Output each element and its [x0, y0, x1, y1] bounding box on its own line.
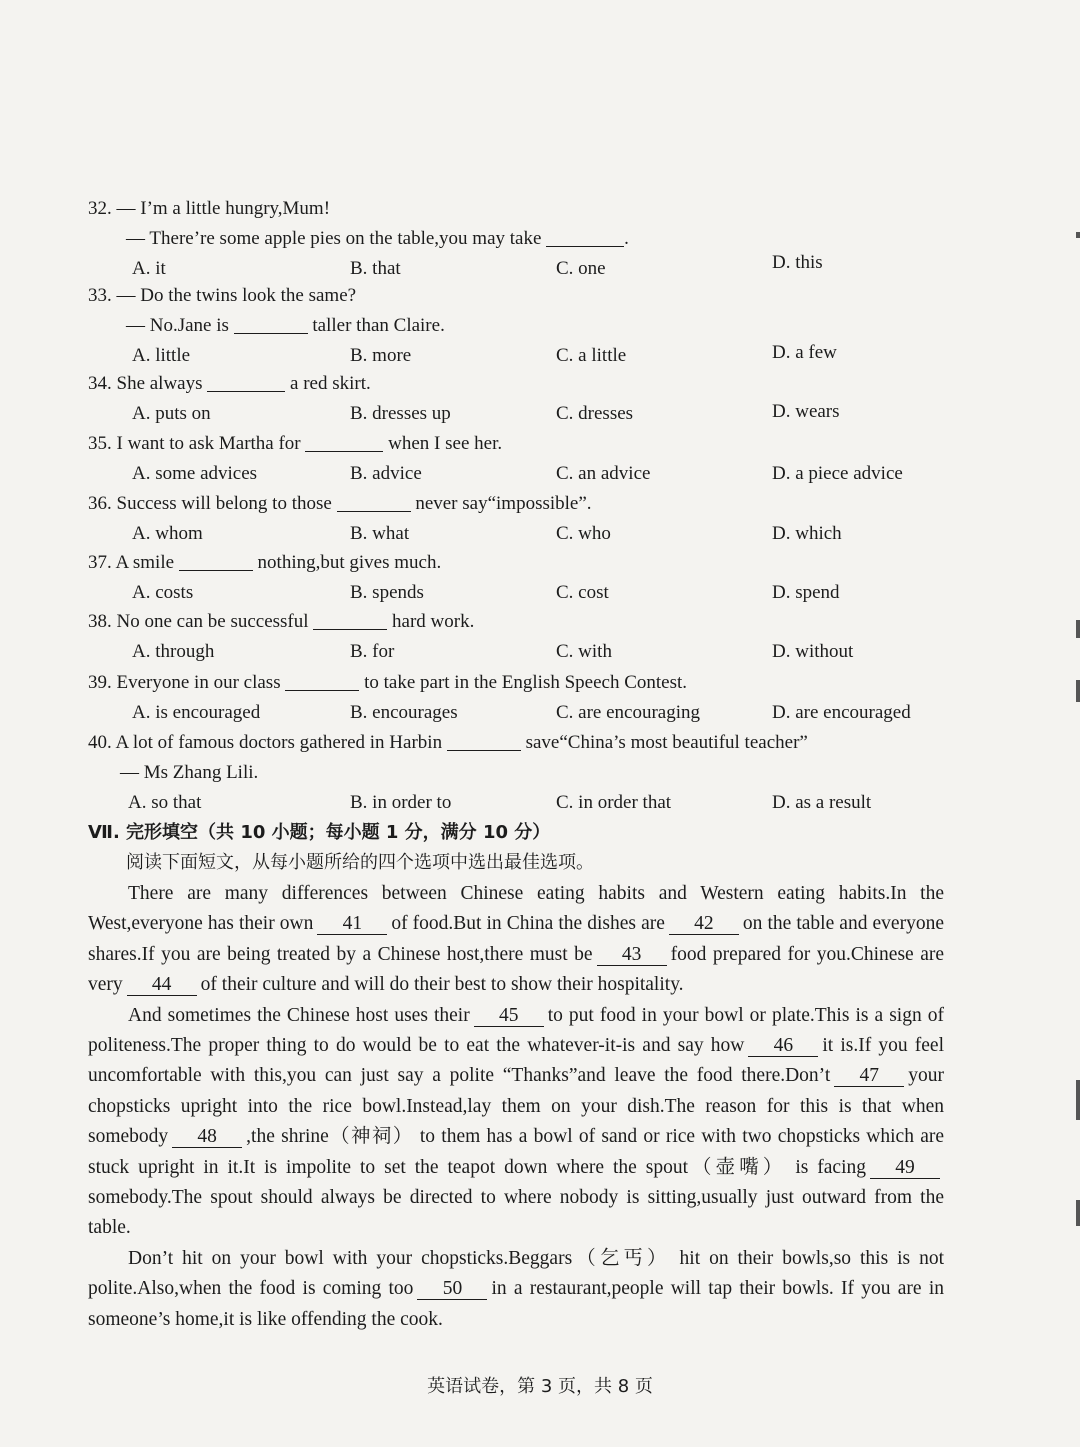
question-39: [88, 668, 958, 728]
option-c: C. are encouraging: [556, 702, 701, 723]
options-row: [88, 637, 958, 667]
cloze-blank-50: 50: [417, 1279, 487, 1300]
cloze-blank-47: 47: [834, 1066, 904, 1087]
option-d: D. are encouraged: [772, 702, 911, 723]
option-d: D. which: [772, 523, 842, 544]
options-row: [88, 788, 958, 818]
question-number: 32.: [88, 198, 112, 219]
option-b: B. advice: [350, 463, 422, 484]
options-row: [88, 254, 958, 284]
passage-text: to put food in your bowl or plate.This is a sign of politeness.The proper thing to do would be to eat the whatever-it-is and say how: [88, 1004, 944, 1057]
options-row: [88, 578, 958, 608]
option-c: C. in order that: [556, 792, 672, 813]
question-stem: Everyone in our class: [116, 672, 281, 693]
cloze-blank-49: 49: [870, 1158, 940, 1179]
cloze-blank-42: 42: [669, 914, 739, 935]
section-header: [88, 818, 958, 878]
question-stem: A smile: [115, 552, 175, 573]
option-b: B. in order to: [350, 792, 452, 813]
option-d: D. a piece advice: [772, 463, 903, 484]
passage-text: ,the shrine（神祠） to them has a bowl of sand or rice with two chopsticks which are stuck upright in it.It is impolite to set the teapot down where the spout（壶嘴） is facing: [88, 1126, 944, 1178]
passage-text: it is.If you feel uncomfortable with this,you can just say a polite “Thanks”and leave the food there.Don’t: [88, 1035, 944, 1087]
question-32: [88, 194, 958, 284]
question-35: [88, 429, 958, 489]
passage-text: in a restaurant,people will tap their bowls. If you are in someone’s home,it is like offending the cook.: [88, 1278, 944, 1330]
option-d: D. as a result: [772, 792, 872, 813]
cloze-blank-45: 45: [474, 1006, 544, 1027]
scan-edge-mark: [1076, 620, 1080, 638]
question-33: [88, 281, 958, 371]
passage-text: somebody.The spout should always be directed to where nobody is sitting,usually just outward from the table.: [88, 1187, 944, 1239]
answer-blank: [207, 372, 285, 392]
option-b: B. that: [350, 258, 401, 279]
scan-edge-mark: [1076, 1080, 1080, 1120]
scan-edge-mark: [1076, 680, 1080, 702]
question-34: [88, 369, 958, 429]
question-number: 40.: [88, 732, 112, 753]
answer-blank: [234, 314, 308, 334]
options-row: [88, 341, 958, 371]
option-a: A. puts on: [132, 403, 211, 424]
option-b: B. more: [350, 345, 412, 366]
answer-blank: [179, 551, 253, 571]
cloze-blank-48: 48: [172, 1127, 242, 1148]
option-a: A. some advices: [132, 463, 258, 484]
option-b: B. what: [350, 523, 410, 544]
question-stem: nothing,but gives much.: [257, 552, 442, 573]
passage-paragraph-2: [88, 1001, 944, 1244]
passage-paragraph-1: [88, 879, 944, 1001]
answer-blank: [546, 227, 624, 247]
option-d: D. a few: [772, 342, 837, 363]
question-stem: hard work.: [392, 611, 475, 632]
question-number: 38.: [88, 611, 112, 632]
option-c: C. with: [556, 641, 612, 662]
option-d: D. wears: [772, 401, 840, 422]
question-line: — Do the twins look the same?: [116, 285, 357, 306]
answer-blank: [313, 610, 387, 630]
scan-edge-mark: [1076, 1200, 1080, 1226]
option-c: C. a little: [556, 345, 627, 366]
passage-text: of food.But in China the dishes are: [391, 913, 665, 935]
passage-paragraph-3: [88, 1244, 944, 1335]
page-footer: 英语试卷，第 3 页，共 8 页: [427, 1376, 653, 1397]
question-line: — I’m a little hungry,Mum!: [116, 198, 331, 219]
cloze-blank-46: 46: [748, 1036, 818, 1057]
option-b: B. dresses up: [350, 403, 451, 424]
question-line: — No.Jane is: [126, 315, 229, 336]
question-stem: No one can be successful: [116, 611, 309, 632]
question-number: 33.: [88, 285, 112, 306]
question-stem: a red skirt.: [290, 373, 371, 394]
options-row: [88, 519, 958, 549]
question-stem: I want to ask Martha for: [116, 433, 301, 454]
question-40: [88, 728, 958, 818]
question-number: 36.: [88, 493, 112, 514]
passage-text: And sometimes the Chinese host uses their: [128, 1004, 470, 1026]
question-stem: save“China’s most beautiful teacher”: [525, 732, 808, 753]
passage-text: There are many differences between Chinese eating habits and Western eating habits.In the West,everyone has their own: [88, 883, 944, 935]
question-number: 39.: [88, 672, 112, 693]
question-line: — Ms Zhang Lili.: [120, 762, 259, 783]
option-b: B. for: [350, 641, 395, 662]
option-a: A. little: [132, 345, 191, 366]
question-38: [88, 607, 958, 667]
option-a: A. through: [132, 641, 215, 662]
answer-blank: [447, 731, 521, 751]
question-37: [88, 548, 958, 608]
question-36: [88, 489, 958, 549]
cloze-blank-43: 43: [597, 945, 667, 966]
cloze-blank-44: 44: [127, 975, 197, 996]
question-number: 34.: [88, 373, 112, 394]
passage-text: Don’t hit on your bowl with your chopsticks.Beggars（乞丐） hit on their bowls,so this is not polite.Also,when the food is coming too: [88, 1247, 944, 1300]
question-stem: never say“impossible”.: [415, 493, 592, 514]
option-d: D. spend: [772, 582, 840, 603]
options-row: [88, 459, 958, 489]
option-c: C. cost: [556, 582, 609, 603]
passage-text: your chopsticks upright into the rice bowl.Instead,lay them on your dish.The reason for this is that when somebody: [88, 1065, 944, 1148]
question-stem: when I see her.: [388, 433, 503, 454]
question-stem: Success will belong to those: [116, 493, 332, 514]
question-stem: A lot of famous doctors gathered in Harbin: [115, 732, 443, 753]
option-d: D. this: [772, 252, 823, 273]
passage-text: of their culture and will do their best to show their hospitality.: [200, 974, 684, 996]
option-a: A. so that: [128, 792, 202, 813]
question-line: taller than Claire.: [312, 315, 445, 336]
option-c: C. an advice: [556, 463, 651, 484]
option-d: D. without: [772, 641, 854, 662]
question-line: .: [624, 228, 629, 249]
question-stem: to take part in the English Speech Contest.: [364, 672, 688, 693]
section-instruction: 阅读下面短文，从每小题所给的四个选项中选出最佳选项。: [126, 852, 594, 873]
option-c: C. dresses: [556, 403, 634, 424]
question-number: 35.: [88, 433, 112, 454]
option-a: A. it: [132, 258, 166, 279]
option-a: A. whom: [132, 523, 203, 544]
scan-edge-mark: [1076, 232, 1080, 238]
answer-blank: [285, 671, 359, 691]
option-c: C. who: [556, 523, 611, 544]
question-line: — There’re some apple pies on the table,you may take: [126, 228, 542, 249]
option-c: C. one: [556, 258, 606, 279]
option-b: B. encourages: [350, 702, 458, 723]
question-number: 37.: [88, 552, 112, 573]
cloze-blank-41: 41: [317, 914, 387, 935]
option-a: A. costs: [132, 582, 194, 603]
answer-blank: [305, 432, 383, 452]
passage-text: on the table and everyone shares.If you are being treated by a Chinese host,there must be: [88, 913, 944, 965]
cloze-passage: [88, 879, 944, 1335]
options-row: [88, 399, 958, 429]
passage-text: food prepared for you.Chinese are very: [88, 943, 944, 996]
section-title: Ⅶ. 完形填空（共 10 小题；每小题 1 分，满分 10 分）: [88, 822, 551, 843]
answer-blank: [337, 492, 411, 512]
option-a: A. is encouraged: [132, 702, 261, 723]
option-b: B. spends: [350, 582, 424, 603]
question-stem: She always: [116, 373, 203, 394]
options-row: [88, 698, 958, 728]
